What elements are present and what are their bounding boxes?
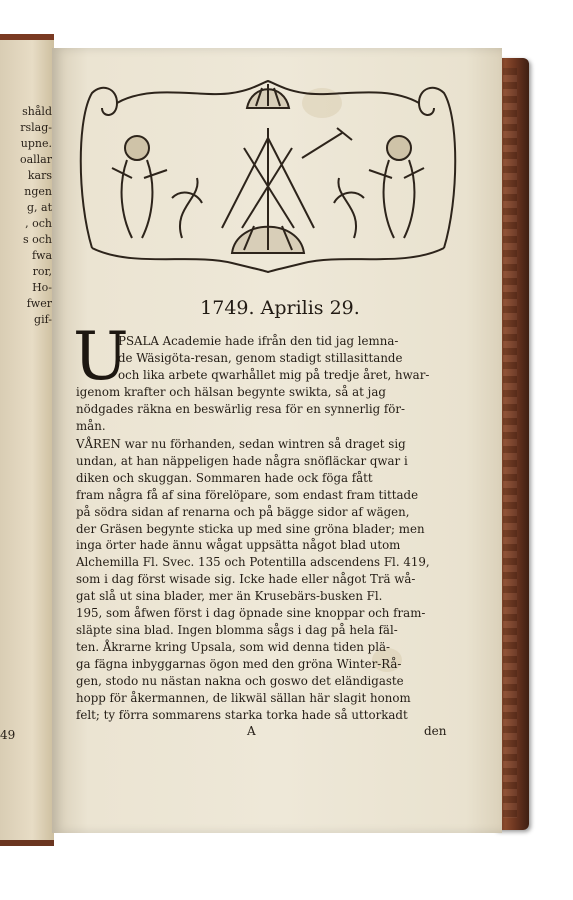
paragraph-2-line: Alchemilla Fl. Svec. 135 och Potentilla adscendens Fl. 419, (76, 555, 430, 570)
paragraph-1-line: nödgades räkna en beswärlig resa för en synnerlig för- (76, 401, 406, 416)
paragraph-2-line: VÅREN war nu förhanden, sedan wintren så draget sig (76, 437, 406, 451)
paragraph-2-line: der Gräsen begynte sticka up med sine gröna blader; men (76, 521, 425, 536)
left-page-fragment-line: , och (25, 217, 52, 230)
left-page-fragment-line: s och (22, 233, 52, 246)
drop-cap: U (73, 318, 129, 395)
paragraph-1-line: och lika arbete qwarhållet mig på tredje året, hwar- (118, 367, 430, 382)
headpiece-ornament (72, 78, 464, 273)
paragraph-1-line: PSALA Academie hade ifrån den tid jag lemna- (118, 334, 399, 348)
left-page-fragment-line: g, at (26, 201, 52, 214)
paragraph-2-line: inga örter hade ännu wågat uppsätta något blad utom (76, 538, 401, 553)
date-heading: 1749. Aprilis 29. (200, 297, 360, 319)
paragraph-2-line: 195, som åfwen först i dag öpnade sine knoppar och fram- (76, 606, 426, 621)
paragraph-2-line: på södra sidan af renarna och på bägge sidor af wägen, (76, 504, 410, 519)
paragraph-2-line: fram några få af sina förelöpare, som endast fram tittade (76, 487, 419, 502)
paragraph-2-line: gen, stodo nu nästan nakna och goswo det eländigaste (76, 673, 404, 688)
left-page-fragment-line: ngen (24, 185, 52, 198)
left-page-fragment-line: rslag- (20, 121, 52, 134)
paragraph-2-line: som i dag först wisade sig. Icke hade eller något Trä wå- (76, 572, 416, 587)
paragraph-2-line: ten. Åkrarne kring Upsala, som wid denna tiden plä- (76, 639, 390, 654)
paragraph-2-line: diken och skuggan. Sommaren hade ock föga fått (76, 470, 373, 485)
catchword: den (424, 724, 447, 738)
paragraph-1-line: de Wäsigöta-resan, genom stadigt stillasittande (118, 350, 403, 365)
left-page (0, 34, 54, 846)
left-page-fragment-line: shåld (22, 105, 52, 118)
left-page-fragment-line: kars (27, 169, 52, 182)
left-page-fragment-line: Ho- (32, 281, 52, 294)
paragraph-1 (76, 333, 448, 434)
left-page-fragment-line: ror, (32, 265, 52, 278)
left-page-number: 49 (0, 728, 16, 742)
left-page-fragment-line: oallar (19, 153, 52, 166)
left-page-fragment-line: gif- (34, 313, 52, 326)
paragraph-2-line: gat slå ut sina blader, mer än Krusebärs-busken Fl. (76, 589, 383, 604)
left-page-fragment-line: fwa (31, 249, 52, 262)
left-page-fragment-line: upne. (20, 137, 52, 150)
paragraph-1-line: mån. (76, 418, 106, 433)
paragraph-2 (76, 436, 448, 723)
paragraph-2-line: hopp för åkermannen, de likwäl sällan här slagit honom (76, 690, 411, 705)
paragraph-1-line: igenom krafter och hälsan begynte swikta, så at jag (76, 384, 386, 399)
left-page-text (2, 104, 52, 328)
paragraph-2-line: släpte sina blad. Ingen blomma sågs i dag på hela fäl- (76, 622, 398, 637)
left-page-fragment-line: fwer (26, 297, 52, 310)
paragraph-2-line: undan, at han näppeligen hade några snöfläckar qwar i (76, 453, 408, 468)
signature-mark: A (247, 724, 256, 738)
paragraph-2-line: ga fägna inbyggarnas ögon med den gröna Winter-Rå- (76, 656, 402, 671)
paragraph-2-line: felt; ty förra sommarens starka torka hade så uttorkadt (76, 707, 408, 722)
